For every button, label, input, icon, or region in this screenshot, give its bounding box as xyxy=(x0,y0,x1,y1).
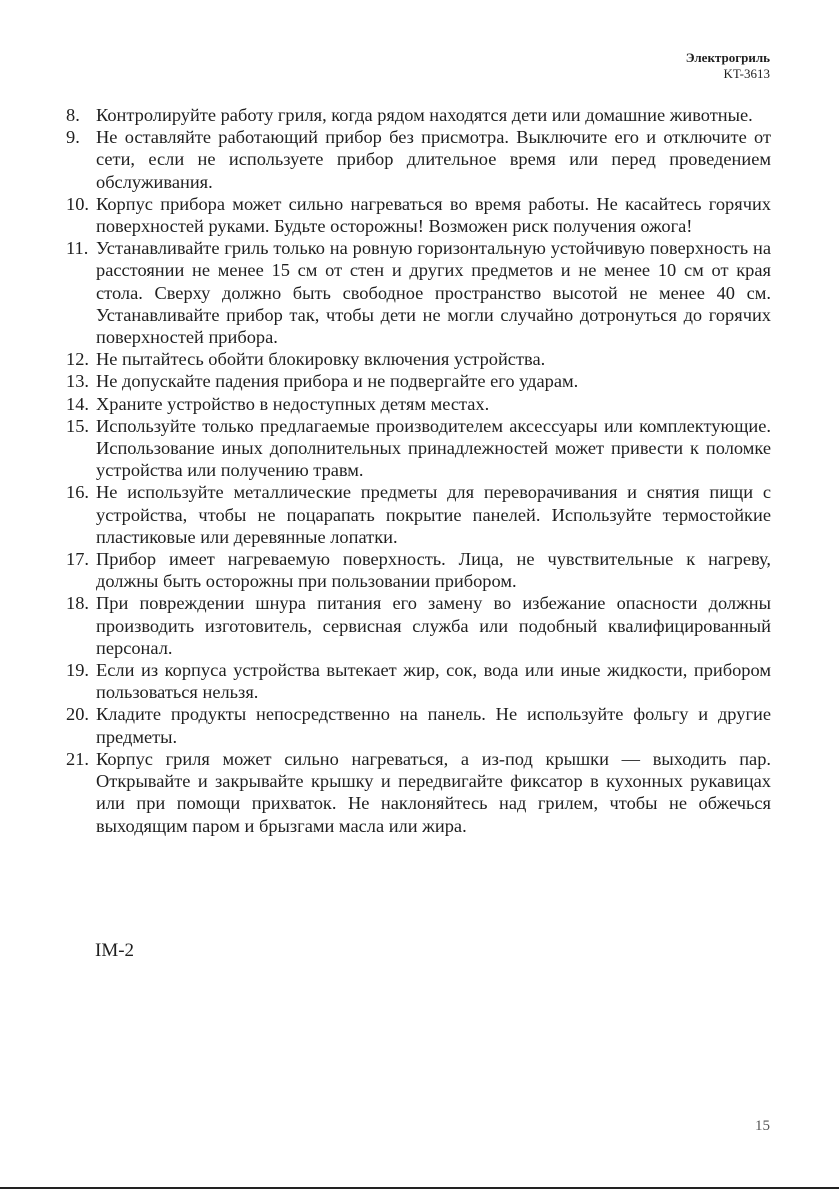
page-number: 15 xyxy=(755,1118,770,1134)
rule-text: Кладите продукты непосредственно на панель. Не используйте фольгу и другие предметы. xyxy=(96,704,771,747)
rule-number: 12. xyxy=(66,349,89,370)
list-item xyxy=(66,370,771,392)
rule-number: 18. xyxy=(66,593,89,614)
rule-number: 17. xyxy=(66,549,89,570)
list-item xyxy=(66,393,771,415)
rule-number: 15. xyxy=(66,415,89,436)
list-item xyxy=(66,748,771,837)
page-bottom-divider xyxy=(0,1187,839,1189)
rule-text: Не используйте металлические предметы для переворачивания и снятия пищи с устройства, чтобы не поцарапать покрытие панелей. Используйте термостойкие пластиковые или деревянные лопатки. xyxy=(96,482,771,547)
list-item xyxy=(66,548,771,592)
rule-text: Устанавливайте гриль только на ровную горизонтальную устойчивую поверхность на расстоянии не менее 15 см от стен и других предметов и не менее 10 см от края стола. Сверху должно быть свободное пространство высотой не менее 40 см. Устанавливайте прибор так, чтобы дети не могли случайно дотронуться до горячих поверхностей прибора. xyxy=(96,238,771,348)
rule-text: Используйте только предлагаемые производителем аксессуары или комплектующие. Использование иных дополнительных принадлежностей может привести к поломке устройства или получению травм. xyxy=(96,415,771,481)
rule-text: Корпус прибора может сильно нагреваться во время работы. Не касайтесь горячих поверхностей руками. Будьте осторожны! Возможен риск получения ожога! xyxy=(96,193,771,237)
list-item xyxy=(66,237,771,348)
rule-number: 19. xyxy=(66,660,89,681)
rule-text: При повреждении шнура питания его замену во избежание опасности должны производить изготовитель, сервисная служба или подобный квалифицированный персонал. xyxy=(96,593,771,658)
list-item xyxy=(66,348,771,370)
rule-number: 13. xyxy=(66,371,89,392)
rule-number: 11. xyxy=(66,238,89,259)
list-item xyxy=(66,592,771,659)
rule-number: 16. xyxy=(66,482,89,503)
list-item xyxy=(66,126,771,193)
rule-text: Храните устройство в недоступных детям местах. xyxy=(96,393,490,414)
rule-number: 21. xyxy=(66,748,89,769)
page-header xyxy=(686,50,770,82)
rule-text: Не оставляйте работающий прибор без присмотра. Выключите его и отключите от сети, если не используете прибор длительное время или перед проведением обслуживания. xyxy=(96,127,771,192)
product-title: Электрогриль xyxy=(685,50,770,65)
rule-number: 8. xyxy=(66,105,80,125)
list-item xyxy=(66,193,771,237)
rule-text: Прибор имеет нагреваемую поверхность. Лица, не чувствительные к нагреву, должны быть осторожны при пользовании прибором. xyxy=(96,549,771,592)
list-item xyxy=(66,659,771,703)
rule-number: 9. xyxy=(66,127,80,148)
rule-text: Если из корпуса устройства вытекает жир, сок, вода или иные жидкости, прибором пользоваться нельзя. xyxy=(96,660,771,703)
rule-text: Корпус гриля может сильно нагреваться, а из-под крышки — выходить пар. Открывайте и закрывайте крышку и передвигайте фиксатор в кухонных рукавицах или при помощи прихваток. Не наклоняйтесь над грилем, чтобы не обжечься выходящим паром и брызгами масла или жира. xyxy=(96,748,771,836)
rule-text: Не пытайтесь обойти блокировку включения устройства. xyxy=(96,349,546,370)
product-model: KT-3613 xyxy=(723,66,770,81)
rule-number: 10. xyxy=(66,193,89,214)
document-code: IM-2 xyxy=(95,940,135,961)
rule-text: Не допускайте падения прибора и не подвергайте его ударам. xyxy=(96,371,579,392)
list-item xyxy=(66,481,771,548)
safety-rules-list xyxy=(66,104,771,837)
rule-number: 14. xyxy=(66,393,89,414)
rule-number: 20. xyxy=(66,704,89,725)
rule-text: Контролируйте работу гриля, когда рядом находятся дети или домашние животные. xyxy=(96,105,753,125)
list-item xyxy=(66,104,771,126)
list-item xyxy=(66,703,771,747)
list-item xyxy=(66,415,771,482)
